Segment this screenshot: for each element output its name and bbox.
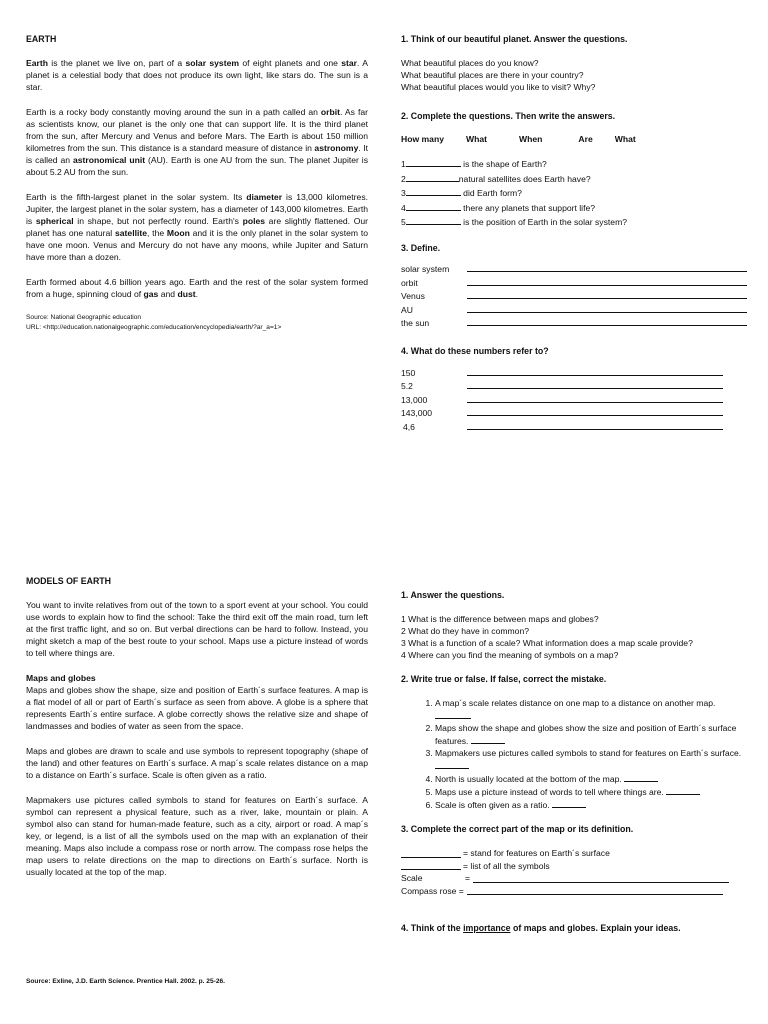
key-term: Moon xyxy=(166,228,190,238)
models-q3-title: 3. Complete the correct part of the map or its definition. xyxy=(401,824,634,834)
key-term: orbit xyxy=(320,107,341,117)
answer-blank[interactable] xyxy=(666,785,700,795)
answer-blank[interactable] xyxy=(406,172,459,182)
earth-q2-item: 3 did Earth form? xyxy=(401,188,522,198)
number-row: 4,6 xyxy=(401,418,747,432)
answer-blank[interactable] xyxy=(435,759,469,769)
answer-blank[interactable] xyxy=(406,215,461,225)
number-row: 143,000 xyxy=(401,405,747,419)
true-false-list xyxy=(401,697,747,811)
earth-source-url: URL: <http://education.nationalgeographic.com/education/encyclopedia/earth/?ar_a=1> xyxy=(26,324,282,331)
number-row: 150 xyxy=(401,364,747,378)
text-run: is the planet we live on, part of a xyxy=(47,58,186,68)
true-false-item: 4. North is usually located at the bottom of the map. xyxy=(435,772,747,785)
models-q1-title: 1. Answer the questions. xyxy=(401,590,505,600)
number-row: 5.2 xyxy=(401,378,747,392)
define-list xyxy=(401,261,747,329)
text-run: is 13,000 kilometres. Jupiter, the largest planet in the solar system, has a diameter of 143,000 kilometres. Earth is xyxy=(26,192,369,226)
true-false-item: 1. A map´s scale relates distance on one map to a distance on another map. xyxy=(435,697,747,722)
word-when: When xyxy=(519,134,543,144)
earth-exercises xyxy=(401,34,747,432)
models-q1-line-3: 3 What is a function of a scale? What information does a map scale provide? xyxy=(401,638,693,648)
key-term: diameter xyxy=(246,192,283,202)
earth-q1-line-1: What beautiful places do you know? xyxy=(401,58,539,68)
answer-line[interactable] xyxy=(467,380,723,389)
text-run: . A planet is a celestial body that does not produce its own light, like stars do. The sun is a star. xyxy=(26,58,368,92)
earth-q2-title: 2. Complete the questions. Then write the answers. xyxy=(401,111,616,121)
text-run: . It is called an xyxy=(26,143,368,165)
question-word-bank xyxy=(401,134,747,144)
key-term: dust xyxy=(177,289,196,299)
word-what: What xyxy=(465,134,487,144)
map-parts xyxy=(401,847,747,897)
answer-blank[interactable] xyxy=(552,798,586,808)
true-false-item: 6. Scale is often given as a ratio. xyxy=(435,798,747,811)
answer-blank[interactable] xyxy=(624,772,658,782)
key-term: satellite xyxy=(115,228,148,238)
earth-q2-item: 5 is the position of Earth in the solar system? xyxy=(401,217,628,227)
define-row: Venus xyxy=(401,288,747,302)
earth-q2-item: 1 is the shape of Earth? xyxy=(401,159,547,169)
text-run: Earth is the fifth-largest planet in the solar system. Its xyxy=(26,192,247,202)
answer-blank[interactable] xyxy=(406,201,461,211)
answer-line[interactable] xyxy=(467,277,747,286)
earth-reading xyxy=(26,34,368,333)
key-term: spherical xyxy=(35,216,74,226)
earth-paragraph-1 xyxy=(26,57,368,93)
map-part-row: = stand for features on Earth´s surface xyxy=(401,847,747,860)
key-term: astronomy xyxy=(314,143,359,153)
models-q1-line-1: 1 What is the difference between maps and globes? xyxy=(401,614,599,624)
earth-source: Source: National Geographic education xyxy=(26,314,142,321)
earth-q1-title: 1. Think of our beautiful planet. Answer the questions. xyxy=(401,34,628,44)
key-term: solar system xyxy=(185,58,239,68)
answer-blank[interactable] xyxy=(435,709,471,719)
map-part-row: = list of all the symbols xyxy=(401,860,747,873)
earth-paragraph-2 xyxy=(26,106,368,178)
models-subhead: Maps and globes xyxy=(26,673,96,683)
map-part-row: Scale = xyxy=(401,872,747,885)
define-row: solar system xyxy=(401,261,747,275)
key-term: gas xyxy=(143,289,159,299)
models-q1-line-4: 4 Where can you find the meaning of symbols on a map? xyxy=(401,650,619,660)
models-exercises xyxy=(401,590,747,933)
earth-q2-item: 4 there any planets that support life? xyxy=(401,202,596,213)
key-term: astronomical unit xyxy=(72,155,146,165)
number-row: 13,000 xyxy=(401,391,747,405)
answer-blank[interactable] xyxy=(406,157,461,167)
models-q1-line-2: 2 What do they have in common? xyxy=(401,626,530,636)
earth-q2-item: 2 natural satellites does Earth have? xyxy=(401,173,591,184)
answer-line[interactable] xyxy=(467,263,747,272)
earth-paragraph-3 xyxy=(26,191,368,263)
word-how-many: How many xyxy=(401,134,444,144)
key-term: Earth xyxy=(26,58,48,68)
answer-line[interactable] xyxy=(473,874,729,883)
answer-line[interactable] xyxy=(467,290,747,299)
text-run: in shape, but not perfectly round. Earth's xyxy=(73,216,243,226)
text-run: (AU). Earth is one AU from the sun. The planet Jupiter is about 5.2 AU from the sun. xyxy=(26,155,368,177)
models-title: MODELS OF EARTH xyxy=(26,576,112,586)
earth-title: EARTH xyxy=(26,34,57,44)
earth-q1-line-3: What beautiful places would you like to visit? Why? xyxy=(401,82,596,92)
text-run: and xyxy=(158,289,178,299)
answer-line[interactable] xyxy=(467,367,723,376)
key-term: poles xyxy=(242,216,266,226)
answer-line[interactable] xyxy=(401,849,461,858)
answer-line[interactable] xyxy=(467,394,723,403)
models-reading xyxy=(26,576,368,878)
earth-q1-line-2: What beautiful places are there in your country? xyxy=(401,70,584,80)
earth-q2-list xyxy=(401,157,747,230)
key-term: star xyxy=(341,58,357,68)
define-row: the sun xyxy=(401,315,747,329)
word-are: Are xyxy=(578,134,593,144)
models-paragraph-4: Mapmakers use pictures called symbols to stand for features on Earth´s surface. A symbol can represent a physical feature, such as a river, lake, mountain or plain. A symbol also can stand for human-made feature, such as a city, airport or road. A map´s key, or legend, is a list of all the symbols used on the map with an explanation of their meaning. Maps also include a compass rose or north arrow. The compass rose helps the map users to relate directions on the map to directions on Earth´s surface. North is usually located at the top of the map. xyxy=(26,795,368,877)
models-paragraph-1: You want to invite relatives from out of the town to a sport event at your school. You could use words to explain how to find the school: Take the third exit off the main road, turn left at the first traffic light, and so on. But verbal directions can be hard to follow. Instead, you might sketch a map of the best route to your school. Maps use a picture instead of words to tell where things are. xyxy=(26,600,368,658)
answer-blank[interactable] xyxy=(471,734,505,744)
answer-line[interactable] xyxy=(467,886,723,895)
text-run: . As far as scientists know, our planet is the only one that can support life. It is the third planet from the sun, after Mercury and Venus and before Mars. The Earth is about 150 million kilometres from the sun. This distance is a standard measure of distance in xyxy=(26,107,368,153)
text-run: . xyxy=(195,289,198,299)
models-paragraph-3: Maps and globes are drawn to scale and use symbols to represent topography (shape of the land) and other features on Earth´s surface. A map´s scale relates distance on a map to a distance on Earth´s surface. Scale is often given as a ratio. xyxy=(26,746,368,780)
true-false-item: 2. Maps show the shape and globes show the size and position of Earth´s surface features. xyxy=(435,722,747,747)
define-row: AU xyxy=(401,301,747,315)
text-run: of eight planets and one xyxy=(239,58,342,68)
models-source: Source: Exline, J.D. Earth Science. Prentice Hall. 2002. p. 25-26. xyxy=(26,978,226,985)
earth-q3-title: 3. Define. xyxy=(401,242,441,253)
answer-line[interactable] xyxy=(401,861,461,870)
true-false-item: 5. Maps use a picture instead of words to tell where things are. xyxy=(435,785,747,798)
answer-line[interactable] xyxy=(467,304,747,313)
answer-line[interactable] xyxy=(467,317,747,326)
earth-q4-title: 4. What do these numbers refer to? xyxy=(401,346,549,356)
text-run: , the xyxy=(147,228,167,238)
numbers-list xyxy=(401,364,747,432)
text-run: and it is the only planet in the solar system to have one moon. Venus and Mercury do not have any moons, while Jupiter and Saturn have more than a dozen. xyxy=(26,228,368,262)
word-what-2: What xyxy=(614,134,636,144)
models-q4-title: 4. Think of the importance of maps and globes. Explain your ideas. xyxy=(401,923,681,933)
models-paragraph-2: Maps and globes show the shape, size and position of Earth´s surface features. A map is a flat model of all or part of Earth´s surface as seen from above. A globe is a sphere that represents Earth´s entire surface. A globe correctly shows the relative size and shape of landmasses and bodies of water as seen from the space. xyxy=(26,685,368,731)
define-row: orbit xyxy=(401,274,747,288)
earth-paragraph-4 xyxy=(26,276,368,300)
text-run: Earth is a rocky body constantly moving around the sun in a path called an xyxy=(26,107,321,117)
text-run: Earth formed about 4.6 billion years ago. Earth and the rest of the solar system formed from a huge, spinning cloud of xyxy=(26,277,368,299)
answer-line[interactable] xyxy=(467,421,723,430)
answer-blank[interactable] xyxy=(406,186,461,196)
true-false-item: 3. Mapmakers use pictures called symbols to stand for features on Earth´s surface. xyxy=(435,747,747,772)
map-part-row: Compass rose = xyxy=(401,885,747,898)
models-q2-title: 2. Write true or false. If false, correct the mistake. xyxy=(401,674,607,684)
answer-line[interactable] xyxy=(467,407,723,416)
text-run: are slightly flattened. Our planet has one natural xyxy=(26,216,369,238)
